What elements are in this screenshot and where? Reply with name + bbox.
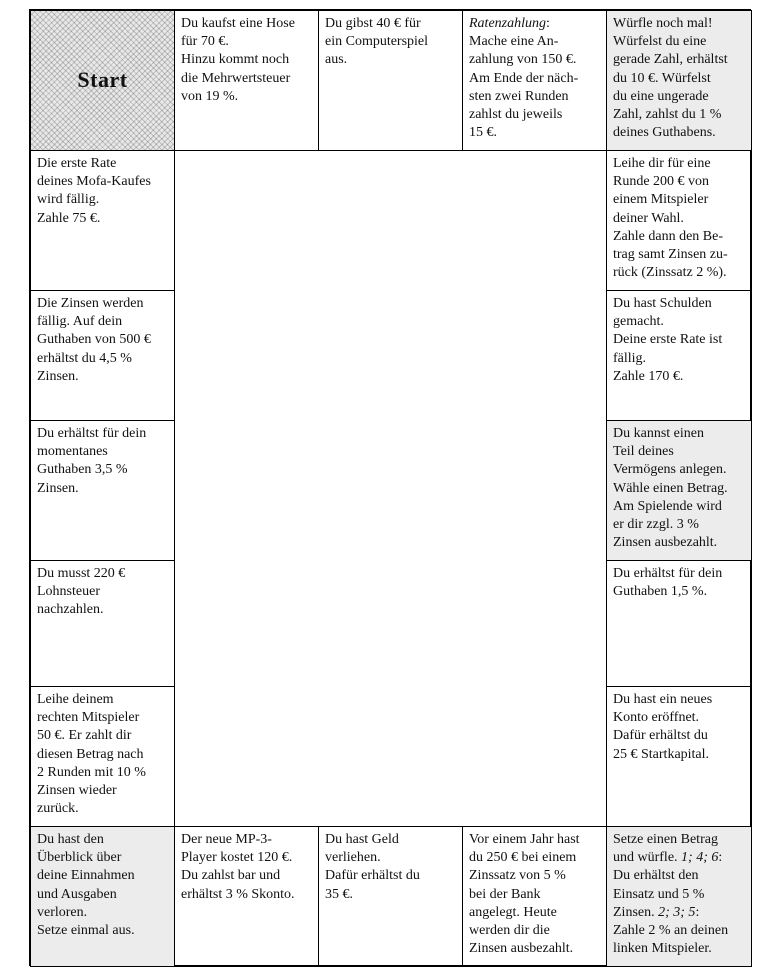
- start-field[interactable]: [30, 10, 175, 151]
- field-right-5[interactable]: Du hast ein neues Konto eröffnet. Dafür erhältst du 25 € Startkapital.: [606, 686, 752, 827]
- field-bottom-4[interactable]: Vor einem Jahr hast du 250 € bei einem Zinssatz von 5 % bei der Bank angelegt. Heute werden dir die Zinsen ausbezahlt.: [462, 826, 607, 967]
- field-top-3[interactable]: Ratenzahlung: Mache eine An- zahlung von 150 €. Am Ende der näch- sten zwei Runden zahlst du jeweils 15 €.: [462, 10, 607, 151]
- field-left-4[interactable]: Du musst 220 € Lohnsteuer nachzahlen.: [30, 560, 175, 687]
- dice-values-win: 1; 4; 6: [681, 850, 719, 866]
- field-bottom-3[interactable]: Du hast Geld verliehen. Dafür erhältst du 35 €.: [318, 826, 463, 967]
- start-label: Start: [77, 67, 128, 93]
- field-top-1[interactable]: Du kaufst eine Hose für 70 €. Hinzu kommt noch die Mehrwertsteuer von 19 %.: [174, 10, 319, 151]
- field-bottom-1[interactable]: Du hast den Überblick über deine Einnahmen und Ausgaben verloren. Setze einmal aus.: [30, 826, 175, 967]
- field-right-3[interactable]: Du kannst einen Teil deines Vermögens anlegen. Wähle einen Betrag. Am Spielende wird er dir zzgl. 3 % Zinsen ausbezahlt.: [606, 420, 752, 561]
- field-top-4[interactable]: Würfle noch mal! Würfelst du eine gerade Zahl, erhältst du 10 €. Würfelst du eine ungerade Zahl, zahlst du 1 % deines Guthabens.: [606, 10, 752, 151]
- field-right-1[interactable]: Leihe dir für eine Runde 200 € von einem Mitspieler deiner Wahl. Zahle dann den Be- trag samt Zinsen zu- rück (Zinssatz 2 %).: [606, 150, 752, 291]
- field-right-4[interactable]: Du erhältst für dein Guthaben 1,5 %.: [606, 560, 752, 687]
- board-center: [174, 150, 607, 827]
- field-top-2[interactable]: Du gibst 40 € für ein Computerspiel aus.: [318, 10, 463, 151]
- game-board: [29, 9, 751, 966]
- field-text-c: : Zahle 2 % an deinen linken Mitspieler.: [613, 904, 729, 957]
- field-left-1[interactable]: Die erste Rate deines Mofa-Kaufes wird fällig. Zahle 75 €.: [30, 150, 175, 291]
- field-text-b: : Du erhältst den Einsatz und 5 % Zinsen.: [613, 850, 723, 920]
- dice-values-lose: 2; 3; 5: [658, 904, 696, 920]
- field-left-3[interactable]: Du erhältst für dein momentanes Guthaben 3,5 % Zinsen.: [30, 420, 175, 561]
- field-text-a: Setze einen Betrag und würfle.: [613, 832, 718, 866]
- field-text: Mache eine An- zahlung von 150 €. Am Ende der näch- sten zwei Runden zahlst du jeweils 15 €.: [469, 34, 579, 141]
- field-left-5[interactable]: Leihe deinem rechten Mitspieler 50 €. Er zahlt dir diesen Betrag nach 2 Runden mit 10 % Zinsen wieder zurück.: [30, 686, 175, 827]
- field-left-2[interactable]: Die Zinsen werden fällig. Auf dein Guthaben von 500 € erhältst du 4,5 % Zinsen.: [30, 290, 175, 421]
- field-right-2[interactable]: Du hast Schulden gemacht. Deine erste Rate ist fällig. Zahle 170 €.: [606, 290, 752, 421]
- field-title: Ratenzahlung: [469, 16, 546, 31]
- field-bottom-5[interactable]: [606, 826, 752, 967]
- field-bottom-2[interactable]: Der neue MP-3- Player kostet 120 €. Du zahlst bar und erhältst 3 % Skonto.: [174, 826, 319, 967]
